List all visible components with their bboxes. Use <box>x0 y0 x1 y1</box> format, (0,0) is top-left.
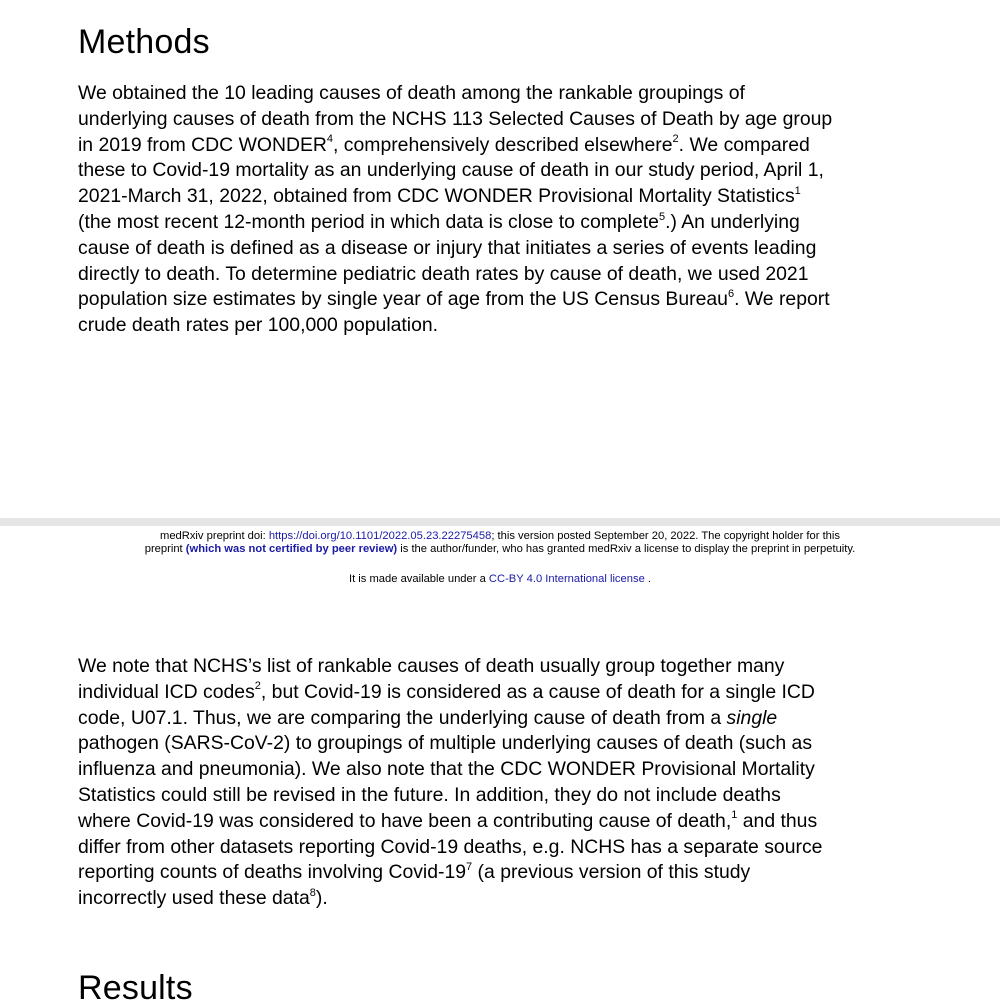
citation-superscript: 2 <box>672 133 679 146</box>
text-line: 2021-March 31, 2022, obtained from CDC WONDER Provisional Mortality Statistics$^1$ <box>78 184 801 208</box>
text-line: crude death rates per 100,000 population. <box>78 314 439 337</box>
notice-suffix: ; this version posted September 20, 2022. The copyright holder for this <box>491 530 840 542</box>
text-line: underlying causes of death from the NCHS 113 Selected Causes of Death by age group <box>78 107 833 130</box>
text-line: population size estimates by single year of age from the US Census Bureau$^6$. We report <box>78 287 830 311</box>
text-line: directly to death. To determine pediatric death rates by cause of death, we used 2021 <box>78 262 809 285</box>
text-line: incorrectly used these data$^8$). <box>78 886 328 910</box>
citation-superscript: 1 <box>794 184 801 197</box>
text-line: We obtained the 10 leading causes of death among the rankable groupings of <box>78 82 745 104</box>
text-line: We note that NCHS’s list of rankable causes of death usually group together many <box>78 655 785 677</box>
emphasis-text: single <box>726 706 778 729</box>
license-prefix: It is made available under a <box>348 573 489 585</box>
text-line: in 2019 from CDC WONDER$^4$, comprehensively described elsewhere$^2$. We compared <box>78 133 810 156</box>
methods-paragraph <box>78 81 928 339</box>
notice-prefix-2: preprint <box>144 543 186 555</box>
preprint-notice-line-1 <box>0 530 1000 543</box>
results-heading: Results <box>78 969 193 1007</box>
notes-paragraph <box>78 654 928 912</box>
text-line: reporting counts of deaths involving Covid-$19^7$ (a previous version of this study <box>78 860 751 884</box>
text-line: code, U07.1. Thus, we are comparing the underlying cause of death from a single <box>78 706 778 729</box>
text-line: Statistics could still be revised in the future. In addition, they do not include deaths <box>78 783 781 806</box>
citation-superscript: 5 <box>658 210 666 223</box>
license-notice <box>0 573 1000 586</box>
text-line: where Covid-19 was considered to have been a contributing cause of death,$^1$ and thus <box>78 809 818 832</box>
citation-superscript: 8 <box>309 886 316 899</box>
page-separator <box>0 518 1000 526</box>
citation-superscript: 2 <box>254 680 261 693</box>
citation-superscript: 7 <box>466 860 473 873</box>
peer-review-disclaimer: (which was not certified by peer review) <box>185 543 398 555</box>
notice-suffix-2: is the author/funder, who has granted medRxiv a license to display the preprint in perpetuity. <box>397 543 856 555</box>
citation-superscript: 4 <box>326 133 334 146</box>
notice-prefix: medRxiv preprint doi: <box>160 530 269 542</box>
citation-superscript: 6 <box>727 287 735 300</box>
text-line: cause of death is defined as a disease or injury that initiates a series of events leading <box>78 236 817 259</box>
text-line: differ from other datasets reporting Covid-19 deaths, e.g. NCHS has a separate source <box>78 835 823 858</box>
text-line: individual ICD codes$^2$, but Covid-19 is considered as a cause of death for a single ICD <box>78 680 815 703</box>
doi-link[interactable]: https://doi.org/10.1101/2022.05.23.22275458 <box>268 530 492 542</box>
methods-heading: Methods <box>78 23 210 61</box>
text-line: these to Covid-19 mortality as an underlying cause of death in our study period, April 1, <box>78 159 824 182</box>
text-line: influenza and pneumonia). We also note that the CDC WONDER Provisional Mortality <box>78 758 815 781</box>
preprint-notice-line-2 <box>0 543 1000 556</box>
text-line: (the most recent 12-month period in which data is close to complete$^5$.) An underlying <box>78 210 800 233</box>
license-suffix: . <box>644 573 652 585</box>
text-line: pathogen (SARS-CoV-2) to groupings of multiple underlying causes of death (such as <box>78 732 813 755</box>
citation-superscript: 1 <box>731 809 738 822</box>
license-link[interactable]: CC-BY 4.0 International license <box>488 573 645 585</box>
